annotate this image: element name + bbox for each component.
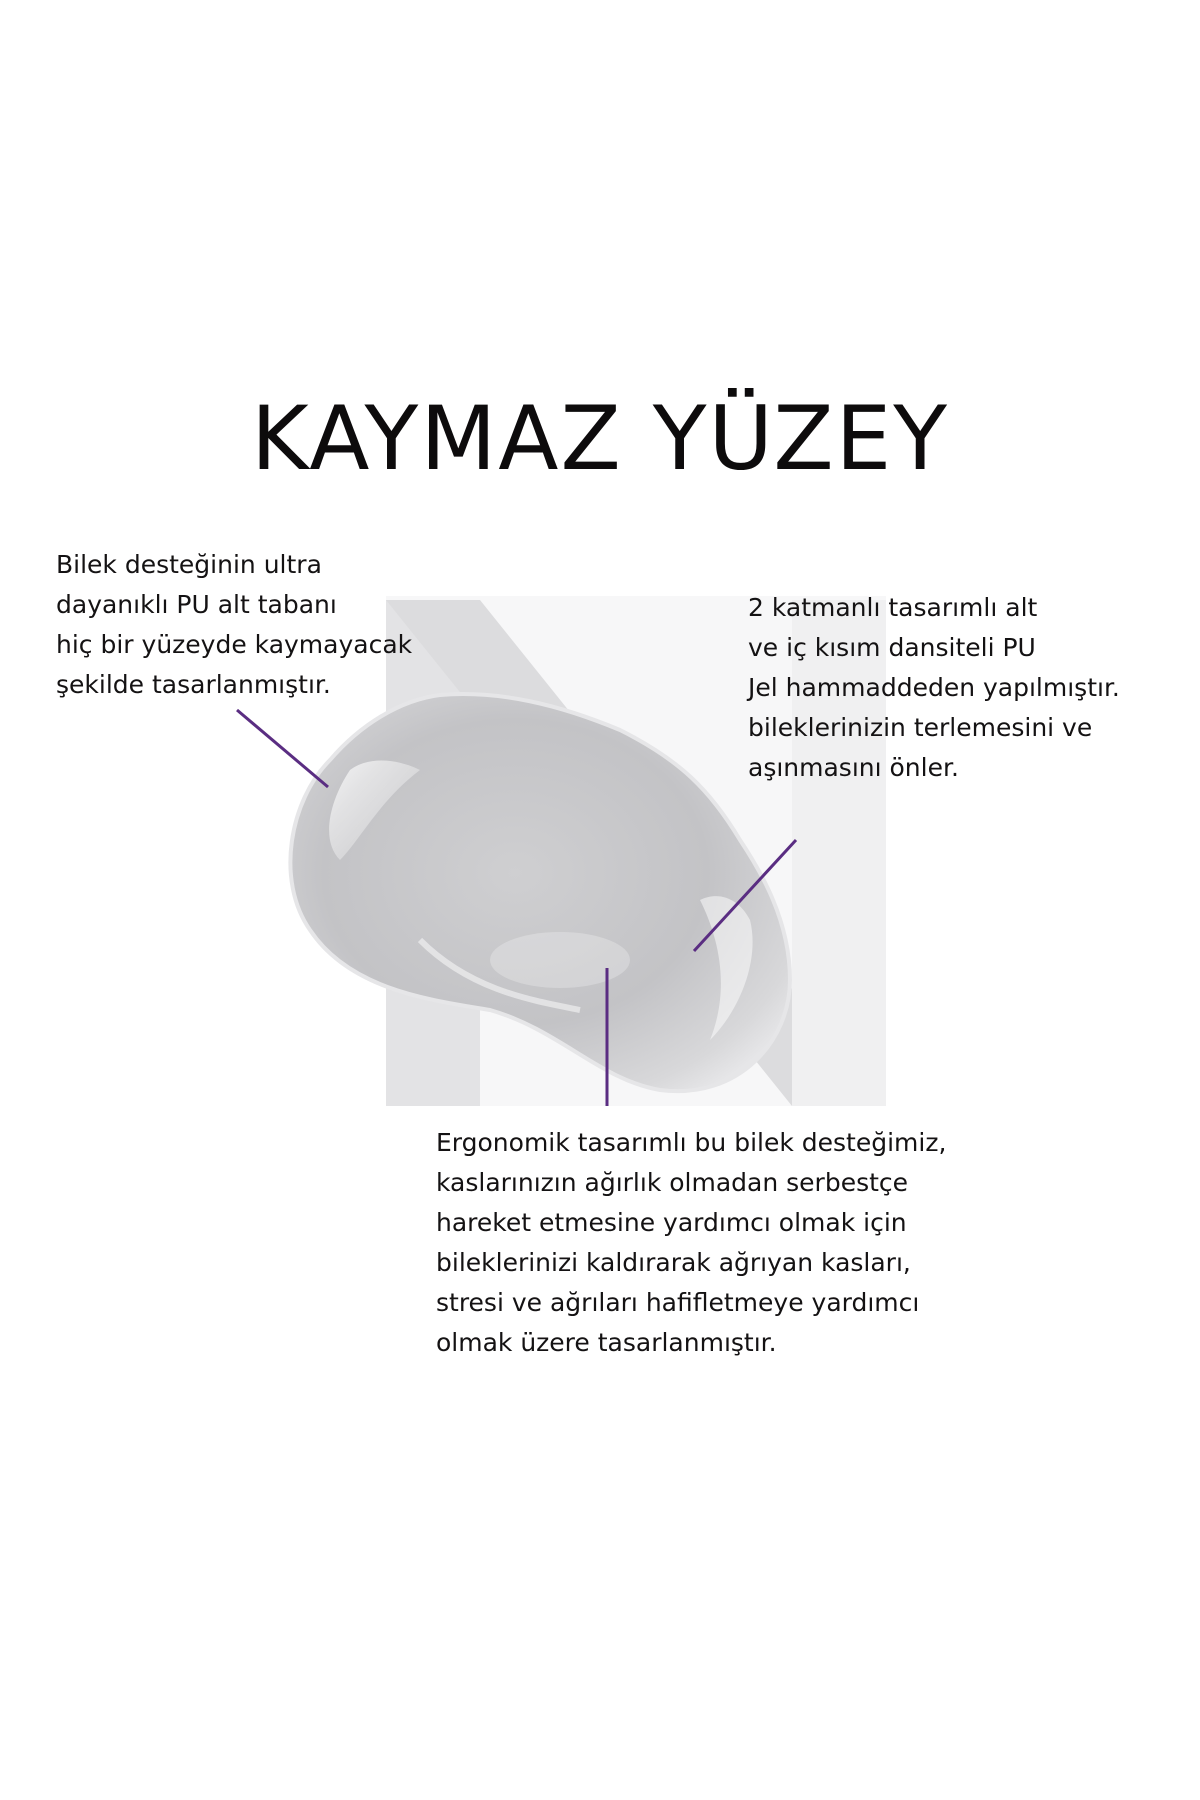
note-line: bileklerinizi kaldırarak ağrıyan kasları, xyxy=(436,1248,911,1277)
note-line: hareket etmesine yardımcı olmak için xyxy=(436,1208,907,1237)
note-line: kaslarınızın ağırlık olmadan serbestçe xyxy=(436,1168,909,1197)
feature-note-gel-layers xyxy=(748,588,1120,788)
feature-note-non-slip-base xyxy=(56,545,412,705)
note-line: hiç bir yüzeyde kaymayacak xyxy=(56,630,413,659)
note-line: stresi ve ağrıları hafifletmeye yardımcı xyxy=(436,1288,920,1317)
feature-note-ergonomic xyxy=(436,1123,946,1363)
note-line: dayanıklı PU alt tabanı xyxy=(56,590,337,619)
page-title: KAYMAZ YÜZEY xyxy=(251,387,949,490)
note-line: 2 katmanlı tasarımlı alt xyxy=(748,593,1038,622)
note-line: aşınmasını önler. xyxy=(748,753,959,782)
note-line: şekilde tasarlanmıştır. xyxy=(56,670,331,699)
note-line: ve iç kısım dansiteli PU xyxy=(748,633,1036,662)
note-line: Jel hammaddeden yapılmıştır. xyxy=(748,673,1120,702)
callout-line-left xyxy=(237,710,328,787)
note-line: Bilek desteğinin ultra xyxy=(56,550,322,579)
note-line: Ergonomik tasarımlı bu bilek desteğimiz, xyxy=(436,1128,947,1157)
note-line: bileklerinizin terlemesini ve xyxy=(748,713,1093,742)
note-line: olmak üzere tasarlanmıştır. xyxy=(436,1328,777,1357)
